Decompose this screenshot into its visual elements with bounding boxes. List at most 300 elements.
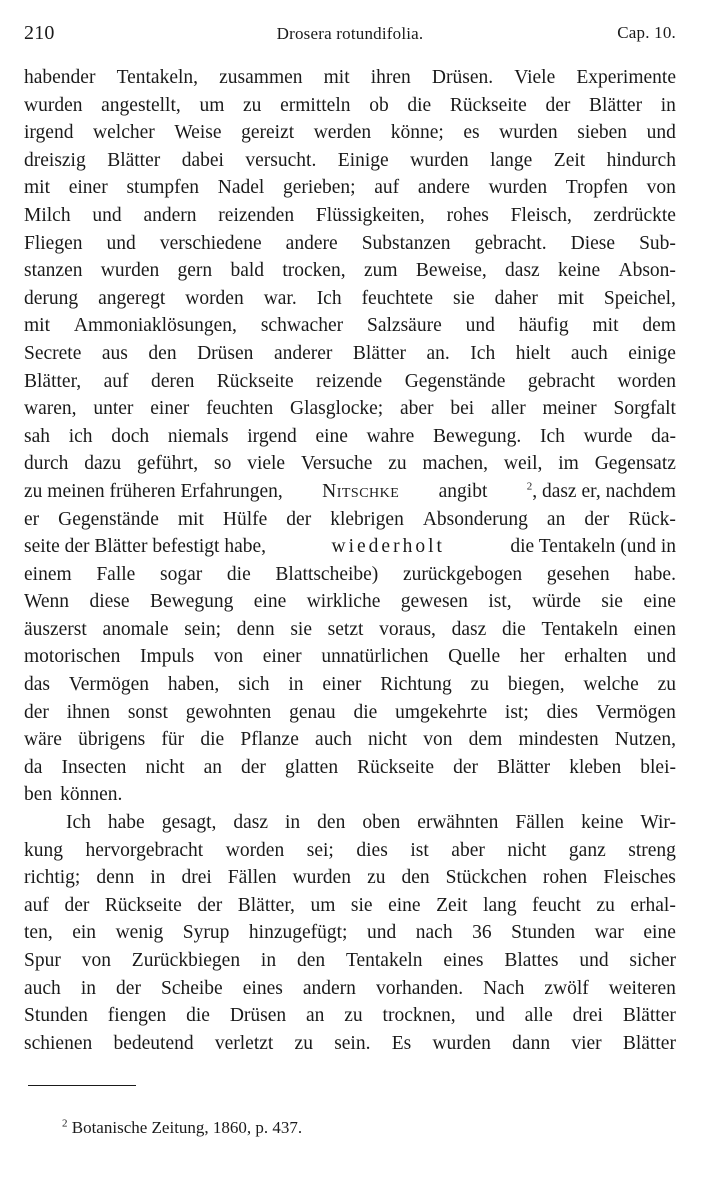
word: machen, xyxy=(422,453,489,475)
word: richtig; xyxy=(24,867,81,889)
word: Ich xyxy=(540,425,565,447)
word: Richtung xyxy=(380,674,452,696)
word: mit xyxy=(592,315,619,337)
word: Diese xyxy=(570,232,616,254)
word: alle xyxy=(524,1005,553,1027)
word: worden xyxy=(225,839,285,861)
word: Vermögen xyxy=(595,701,676,723)
word: Fällen xyxy=(515,812,565,834)
word: der xyxy=(584,508,610,530)
word: Drüsen xyxy=(229,1005,287,1027)
word: stanzen xyxy=(24,260,83,282)
word: worden xyxy=(185,287,244,309)
word: Rück- xyxy=(628,508,676,530)
word: dasz xyxy=(505,260,540,282)
word: Experimente xyxy=(576,67,676,88)
text-line xyxy=(24,643,676,671)
word: gebracht xyxy=(527,370,596,392)
word: an xyxy=(306,1005,325,1027)
text-line xyxy=(24,864,676,892)
word: in xyxy=(660,94,676,116)
word: und xyxy=(367,922,397,944)
word: einige xyxy=(628,342,676,364)
word: den xyxy=(317,812,346,834)
word: Impuls xyxy=(140,646,195,668)
word: auch xyxy=(24,977,61,999)
footnote-reference[interactable]: 2 xyxy=(526,480,533,493)
word: und xyxy=(475,1005,505,1027)
word: Blätter xyxy=(622,1032,676,1054)
word: auch xyxy=(570,342,608,364)
word: Wenn xyxy=(24,591,69,613)
word: Scheibe xyxy=(160,977,223,999)
word: häufig xyxy=(518,315,569,337)
word: Blätter xyxy=(352,342,406,364)
word: für xyxy=(161,729,185,751)
word: reizenden xyxy=(218,204,295,226)
word: und xyxy=(106,232,136,254)
word: in xyxy=(285,812,301,834)
word: gereizt xyxy=(241,122,295,144)
word: andern xyxy=(143,204,197,226)
word: hervorgebracht xyxy=(85,839,204,861)
word: Drüsen xyxy=(197,342,254,364)
word: Wir- xyxy=(640,812,676,834)
word: welche xyxy=(583,674,639,696)
word: anderer xyxy=(273,342,333,364)
word: eine xyxy=(643,922,676,944)
word: dann xyxy=(512,1032,551,1054)
text-line xyxy=(24,368,676,396)
word: drei xyxy=(572,1005,603,1027)
word: gern xyxy=(177,260,213,282)
word: Bewegung xyxy=(149,591,234,613)
word: erhal- xyxy=(630,894,676,916)
word: Tentakeln xyxy=(345,950,423,971)
word: Spur xyxy=(24,950,61,971)
line-start: seite der Blätter befestigt habe, xyxy=(24,536,267,558)
word: sieben xyxy=(577,122,628,144)
word: in xyxy=(288,674,304,696)
word: von xyxy=(423,729,453,751)
word: zurückgebogen xyxy=(402,563,523,585)
word: Fleisch, xyxy=(510,204,572,226)
word: wurden xyxy=(499,122,558,144)
word: her xyxy=(519,646,545,668)
word: sie xyxy=(350,894,373,916)
word: Blätter xyxy=(622,1005,676,1027)
word: Vermögen xyxy=(68,674,149,696)
word: mindesten xyxy=(518,729,599,751)
chapter-mark: Cap. 10. xyxy=(617,23,676,42)
word: der xyxy=(24,701,49,723)
word: zu xyxy=(470,674,489,696)
word: haben, xyxy=(167,674,220,696)
word: der xyxy=(545,94,571,116)
word: feucht xyxy=(532,894,581,916)
text-line xyxy=(24,147,676,175)
word: zu xyxy=(243,94,262,116)
word: anomale xyxy=(102,618,169,640)
author-name: Nitschke xyxy=(322,480,400,502)
word: in xyxy=(80,977,97,999)
word: nicht xyxy=(368,729,408,751)
word: auch xyxy=(315,729,352,751)
text-line xyxy=(24,975,676,1003)
word: die xyxy=(226,563,251,585)
word: aus xyxy=(101,342,128,364)
word: streng xyxy=(628,839,676,861)
word: wahre xyxy=(366,425,415,447)
text-line xyxy=(24,395,676,423)
word: gesehen xyxy=(546,563,610,585)
word: den xyxy=(401,867,430,889)
word: irgend xyxy=(24,122,74,144)
text-line xyxy=(24,285,676,313)
word: hindurch xyxy=(606,149,676,171)
word: nicht xyxy=(145,756,185,778)
word: Hülfe xyxy=(222,508,268,530)
text-line xyxy=(24,671,676,699)
word: so xyxy=(213,453,232,475)
word: übrigens xyxy=(78,729,146,751)
word: Syrup xyxy=(182,922,230,944)
word: Viele xyxy=(514,67,556,88)
word: ihnen xyxy=(66,701,111,723)
text-line xyxy=(24,257,676,285)
word: ten, xyxy=(24,922,53,944)
word: Stunden xyxy=(511,922,576,944)
word: sonst xyxy=(127,701,168,723)
word: auf xyxy=(374,177,400,199)
line-end xyxy=(527,478,676,506)
word: Rückseite xyxy=(449,94,527,116)
word: Tentakeln, xyxy=(116,67,199,88)
word: den xyxy=(296,950,326,971)
text-line xyxy=(24,174,676,202)
word: worden xyxy=(617,370,676,392)
word: denn xyxy=(236,618,275,640)
word: an. xyxy=(426,342,450,364)
word: voraus, xyxy=(379,618,436,640)
text-line xyxy=(24,478,676,506)
word: geführt, xyxy=(136,453,199,475)
word: mit xyxy=(24,315,51,337)
line-end-text: , dasz er, nachdem xyxy=(532,480,676,502)
word: andere xyxy=(285,232,338,254)
word: diese xyxy=(89,591,130,613)
word: aber xyxy=(400,398,434,420)
word: von xyxy=(213,646,244,668)
word: andere xyxy=(417,177,470,199)
word: auf xyxy=(103,370,129,392)
word: der xyxy=(453,756,479,778)
word: sie xyxy=(452,287,475,309)
word: Weise xyxy=(174,122,222,144)
word: Nutzen, xyxy=(614,729,676,751)
word: viele xyxy=(247,453,286,475)
word: Quelle xyxy=(448,646,501,668)
word: Drüsen. xyxy=(431,67,494,88)
text-line xyxy=(24,699,676,727)
word: Gegenstände xyxy=(58,508,159,530)
word: genau xyxy=(289,701,336,723)
word: und xyxy=(646,646,676,668)
word: kleben xyxy=(569,756,622,778)
word: der xyxy=(64,894,90,916)
word: an xyxy=(203,756,222,778)
word: eines xyxy=(242,977,283,999)
word: eines xyxy=(443,950,484,971)
word: einer xyxy=(322,674,362,696)
word: zu xyxy=(367,867,386,889)
word: zerdrückte xyxy=(593,204,676,226)
page-number: 210 xyxy=(24,22,55,44)
word: Nach xyxy=(483,977,525,999)
text-line xyxy=(24,92,676,120)
word: Fällen xyxy=(227,867,277,889)
word: Einige xyxy=(337,149,389,171)
word: mit xyxy=(323,67,350,88)
word: ist xyxy=(410,839,429,861)
word: feuchtete xyxy=(361,287,434,309)
text-line xyxy=(24,64,676,92)
word: andern xyxy=(302,977,356,999)
word: irgend xyxy=(247,425,297,447)
word: zu xyxy=(596,894,615,916)
word: meiner xyxy=(542,398,597,420)
word: gerieben; xyxy=(283,177,356,199)
word: äuszerst xyxy=(24,618,87,640)
word: angestellt, xyxy=(101,94,181,116)
word: erwähnten xyxy=(417,812,499,834)
word: Blattes xyxy=(504,950,559,971)
text-line xyxy=(24,726,676,754)
word: der xyxy=(241,756,266,778)
word: dasz xyxy=(451,618,487,640)
word: habe. xyxy=(634,563,676,585)
word: fiengen xyxy=(107,1005,167,1027)
word: in xyxy=(260,950,277,971)
word: Blätter, xyxy=(237,894,295,916)
word: ist; xyxy=(504,701,529,723)
word: ben xyxy=(24,784,53,806)
word: um xyxy=(199,94,225,116)
word: sie xyxy=(290,618,312,640)
word: ich xyxy=(68,425,93,447)
text-line xyxy=(24,754,676,782)
word: glatten xyxy=(285,756,339,778)
word: wenig xyxy=(115,922,164,944)
word: ihren xyxy=(370,67,411,88)
text-line xyxy=(24,340,676,368)
word: Beweise, xyxy=(415,260,487,282)
footnote-text: Botanische Zeitung, 1860, p. 437. xyxy=(71,1118,303,1137)
word: einem xyxy=(24,563,72,585)
word: die xyxy=(200,729,225,751)
word: Stückchen xyxy=(445,867,527,889)
word: dasz xyxy=(233,812,269,834)
word: weil, xyxy=(503,453,543,475)
word: wurden xyxy=(292,867,352,889)
word: Bewegung. xyxy=(433,425,522,447)
word: oben xyxy=(362,812,401,834)
word: eine xyxy=(388,894,421,916)
running-head xyxy=(24,18,676,52)
text-line xyxy=(24,506,676,534)
word: dem xyxy=(642,315,676,337)
text-line xyxy=(24,616,676,644)
word: das xyxy=(24,674,50,696)
word: nach xyxy=(415,922,453,944)
word: dies xyxy=(356,839,388,861)
word: um xyxy=(310,894,336,916)
word: Tentakeln xyxy=(541,618,619,640)
word: umgekehrte xyxy=(395,701,488,723)
word: angeregt xyxy=(98,287,166,309)
text-line xyxy=(24,919,676,947)
word: setzt xyxy=(327,618,364,640)
word: waren, xyxy=(24,398,77,420)
line-word: angibt xyxy=(438,480,488,502)
word: sicher xyxy=(629,950,676,971)
word: lange xyxy=(490,149,533,171)
word: trocken, xyxy=(282,260,346,282)
word: da xyxy=(24,756,43,778)
word: lang xyxy=(483,894,517,916)
word: Gegensatz xyxy=(594,453,676,475)
paragraph-1 xyxy=(24,64,676,809)
word: durch xyxy=(24,453,69,475)
word: zum xyxy=(363,260,398,282)
word: wirkliche xyxy=(306,591,381,613)
word: Secrete xyxy=(24,342,82,364)
word: rohes xyxy=(446,204,489,226)
running-title: Drosera rotundifolia. xyxy=(276,24,424,43)
word: Zurückbiegen xyxy=(131,950,241,971)
word: Sub- xyxy=(639,232,676,254)
word: Flüssigkeiten, xyxy=(315,204,425,226)
word: Milch xyxy=(24,204,71,226)
word: gesagt, xyxy=(161,812,217,834)
word: Blätter xyxy=(107,149,161,171)
word: doch xyxy=(111,425,150,447)
word: der xyxy=(197,894,223,916)
paragraph-2 xyxy=(24,809,676,1057)
word: bald xyxy=(230,260,265,282)
word: eine xyxy=(253,591,287,613)
word: einer xyxy=(68,177,108,199)
word: wurden xyxy=(488,177,548,199)
word: wurde xyxy=(583,425,633,447)
word: Ammoniaklösungen, xyxy=(73,315,237,337)
text-line xyxy=(24,450,676,478)
word: schienen xyxy=(24,1032,93,1054)
word: Zeit xyxy=(553,149,586,171)
word: einer xyxy=(262,646,302,668)
word: vorhanden. xyxy=(375,977,464,999)
word: Blattscheibe) xyxy=(275,563,379,585)
word: Substanzen xyxy=(361,232,451,254)
word: Versuche xyxy=(300,453,373,475)
word: da- xyxy=(651,425,676,447)
word: sein; xyxy=(184,618,222,640)
word: stumpfen xyxy=(126,177,200,199)
word: Glasglocke; xyxy=(290,398,384,420)
word: dreiszig xyxy=(24,149,86,171)
word: eine xyxy=(643,591,676,613)
word: im xyxy=(558,453,579,475)
word: erhalten xyxy=(564,646,628,668)
word: die xyxy=(186,1005,210,1027)
word: zusammen xyxy=(219,67,303,88)
word: deren xyxy=(151,370,195,392)
word: an xyxy=(546,508,566,530)
word: ob xyxy=(369,94,389,116)
word: Blätter xyxy=(497,756,551,778)
word: die xyxy=(407,94,432,116)
word: daher xyxy=(494,287,538,309)
word: wurden xyxy=(100,260,160,282)
word: Insecten xyxy=(61,756,127,778)
word: können. xyxy=(60,784,123,806)
word: Fleisches xyxy=(603,867,676,889)
word: trocknen, xyxy=(382,1005,456,1027)
word: gewohnten xyxy=(185,701,272,723)
word: es xyxy=(463,122,480,144)
word: der xyxy=(286,508,312,530)
word: Stunden xyxy=(24,1005,88,1027)
text-line xyxy=(24,1002,676,1030)
word: habe xyxy=(107,812,145,834)
word: Rückseite xyxy=(357,756,435,778)
word: keine xyxy=(581,812,624,834)
word: Sorgfalt xyxy=(613,398,676,420)
word: Blätter xyxy=(589,94,643,116)
word: niemals xyxy=(167,425,229,447)
word: Es xyxy=(391,1032,412,1054)
word: den xyxy=(148,342,177,364)
word: die xyxy=(501,618,526,640)
word: reizende xyxy=(316,370,383,392)
word: und xyxy=(646,122,676,144)
word: hielt xyxy=(515,342,551,364)
word: gebracht. xyxy=(474,232,547,254)
word: sie xyxy=(601,591,623,613)
word: klebrigen xyxy=(330,508,404,530)
word: eine xyxy=(315,425,348,447)
word: nicht xyxy=(507,839,547,861)
word: weiteren xyxy=(608,977,676,999)
word: Ich xyxy=(66,812,91,834)
word: keine xyxy=(557,260,601,282)
text-line xyxy=(24,809,676,837)
word: feuchten xyxy=(206,398,274,420)
word: wurden xyxy=(432,1032,491,1054)
text-line xyxy=(24,588,676,616)
word: Falle xyxy=(96,563,136,585)
word: in xyxy=(150,867,166,889)
word: wurden xyxy=(24,94,83,116)
word: rohen xyxy=(542,867,588,889)
word: dabei xyxy=(181,149,224,171)
word: vier xyxy=(571,1032,602,1054)
footnote-divider xyxy=(28,1085,136,1086)
word: kung xyxy=(24,839,63,861)
word: bei xyxy=(450,398,475,420)
word: mit xyxy=(24,177,51,199)
emphasized-word: wiederholt xyxy=(331,536,445,558)
